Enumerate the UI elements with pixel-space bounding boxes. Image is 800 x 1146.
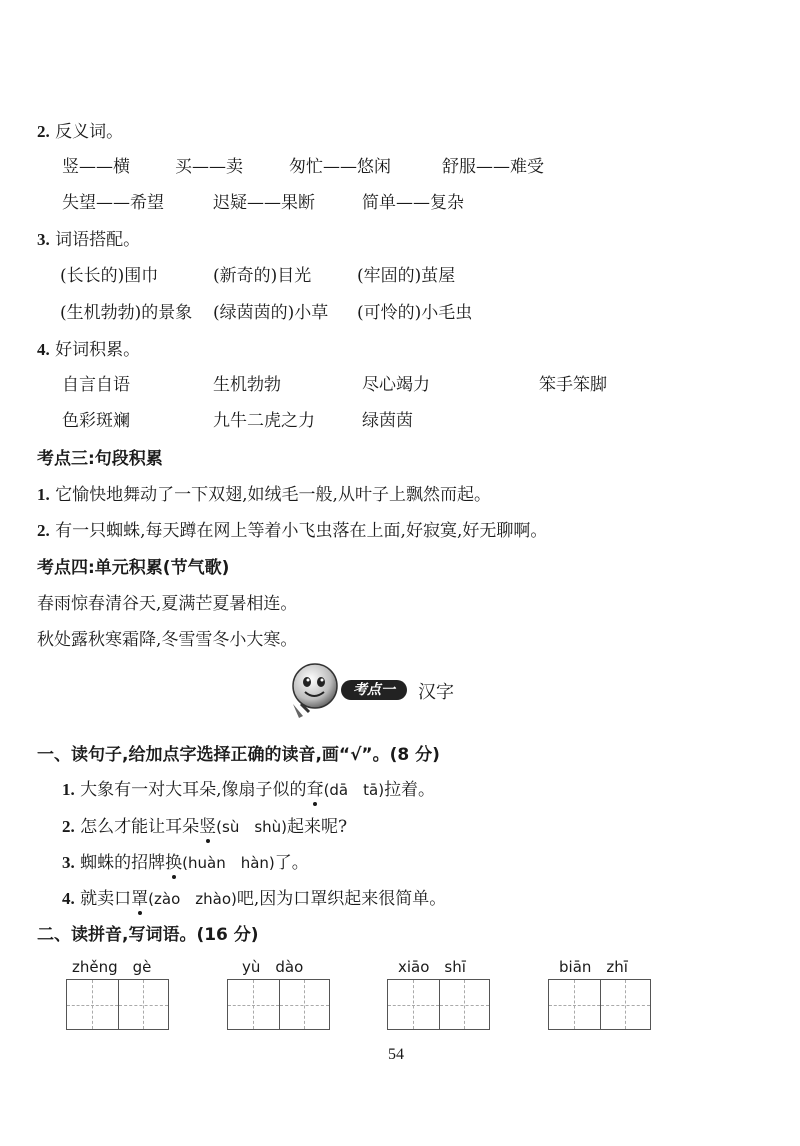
section-number: 2. — [37, 122, 50, 141]
item-text: 就卖口 — [80, 889, 132, 909]
collocation-item: (牢固的)茧屋 — [357, 266, 456, 286]
writing-cell[interactable] — [67, 980, 118, 1029]
page-number: 54 — [388, 1046, 404, 1063]
smiley-mascot-icon — [285, 660, 347, 720]
question-item — [62, 812, 347, 837]
writing-cell[interactable] — [279, 980, 330, 1029]
pinyin-options[interactable]: (zào zhào) — [148, 890, 237, 908]
sentence — [37, 480, 491, 505]
item-text: 怎么才能让耳朵 — [80, 817, 200, 837]
kaodian4-heading: 考点四:单元积累(节气歌) — [37, 558, 230, 578]
item-text: 大象有一对大耳朵,像扇子似的 — [80, 780, 307, 800]
question-item — [62, 884, 446, 909]
section-antonyms-heading — [37, 117, 123, 142]
item-number: 3. — [62, 853, 75, 872]
collocation-item: (可怜的)小毛虫 — [357, 303, 473, 323]
antonym-pair: 竖——横 — [62, 157, 130, 177]
pinyin-prompt: biān zhī — [559, 958, 628, 976]
antonym-pair: 舒服——难受 — [442, 157, 544, 177]
question-1-heading: 一、读句子,给加点字选择正确的读音,画“√”。(8 分) — [37, 745, 440, 765]
writing-cell[interactable] — [439, 980, 490, 1029]
sentence-text: 它愉快地舞动了一下双翅,如绒毛一般,从叶子上飘然而起。 — [55, 485, 491, 505]
writing-grid[interactable] — [227, 979, 330, 1030]
good-word: 自言自语 — [62, 375, 130, 395]
pinyin-options[interactable]: (dā tā) — [323, 781, 385, 799]
sentence-number: 2. — [37, 521, 50, 540]
antonym-pair: 买——卖 — [175, 157, 243, 177]
solar-term-line: 春雨惊春清谷天,夏满芒夏暑相连。 — [37, 594, 298, 614]
writing-cell[interactable] — [118, 980, 169, 1029]
antonym-pair: 迟疑——果断 — [213, 193, 315, 213]
sentence — [37, 516, 547, 541]
writing-grid[interactable] — [548, 979, 651, 1030]
writing-cell[interactable] — [549, 980, 600, 1029]
dotted-character: 竖 — [199, 812, 216, 837]
writing-cell[interactable] — [600, 980, 651, 1029]
section-banner — [285, 660, 515, 720]
sentence-text: 有一只蜘蛛,每天蹲在网上等着小飞虫落在上面,好寂寞,好无聊啊。 — [55, 521, 548, 541]
writing-cell[interactable] — [228, 980, 279, 1029]
item-text: 吧,因为口罩织起来很简单。 — [236, 889, 447, 909]
question-2-heading: 二、读拼音,写词语。(16 分) — [37, 925, 259, 945]
writing-grid[interactable] — [387, 979, 490, 1030]
item-number: 1. — [62, 780, 75, 799]
section-title: 反义词。 — [55, 122, 124, 142]
antonym-pair: 失望——希望 — [62, 193, 164, 213]
item-text: 起来呢? — [287, 817, 348, 837]
good-word: 尽心竭力 — [362, 375, 430, 395]
pinyin-prompt: zhěng gè — [72, 958, 152, 976]
antonym-pair: 匆忙——悠闲 — [289, 157, 391, 177]
pinyin-prompt: yù dào — [242, 958, 304, 976]
question-item — [62, 848, 309, 873]
antonym-pair: 简单——复杂 — [362, 193, 464, 213]
sentence-number: 1. — [37, 485, 50, 504]
section-collocation-heading — [37, 225, 140, 250]
item-text: 蜘蛛的招牌 — [80, 853, 166, 873]
good-word: 绿茵茵 — [362, 411, 413, 431]
kaodian3-heading: 考点三:句段积累 — [37, 449, 163, 469]
dotted-character: 换 — [165, 848, 182, 873]
banner-title: 汉字 — [418, 682, 454, 703]
pinyin-prompt: xiāo shī — [398, 958, 466, 976]
collocation-item: (绿茵茵的)小草 — [213, 303, 329, 323]
collocation-item: (生机勃勃)的景象 — [60, 303, 193, 323]
section-number: 3. — [37, 230, 50, 249]
dotted-character: 耷 — [307, 775, 324, 800]
section-number: 4. — [37, 340, 50, 359]
item-number: 2. — [62, 817, 75, 836]
collocation-item: (长长的)围巾 — [60, 266, 159, 286]
item-number: 4. — [62, 889, 75, 908]
item-text: 了。 — [274, 853, 309, 873]
writing-cell[interactable] — [388, 980, 439, 1029]
good-word: 笨手笨脚 — [539, 375, 607, 395]
good-word: 色彩斑斓 — [62, 411, 130, 431]
pinyin-options[interactable]: (sù shù) — [216, 818, 288, 836]
kaodian1-badge: 考点一 — [341, 680, 407, 700]
collocation-item: (新奇的)目光 — [213, 266, 312, 286]
section-title: 好词积累。 — [55, 340, 141, 360]
dotted-character: 罩 — [131, 884, 148, 909]
good-word: 九牛二虎之力 — [213, 411, 315, 431]
good-word: 生机勃勃 — [213, 375, 281, 395]
section-title: 词语搭配。 — [55, 230, 141, 250]
item-text: 拉着。 — [384, 780, 436, 800]
pinyin-options[interactable]: (huàn hàn) — [182, 854, 275, 872]
section-good-words-heading — [37, 335, 140, 360]
solar-term-line: 秋处露秋寒霜降,冬雪雪冬小大寒。 — [37, 630, 298, 650]
question-item — [62, 775, 435, 800]
writing-grid[interactable] — [66, 979, 169, 1030]
